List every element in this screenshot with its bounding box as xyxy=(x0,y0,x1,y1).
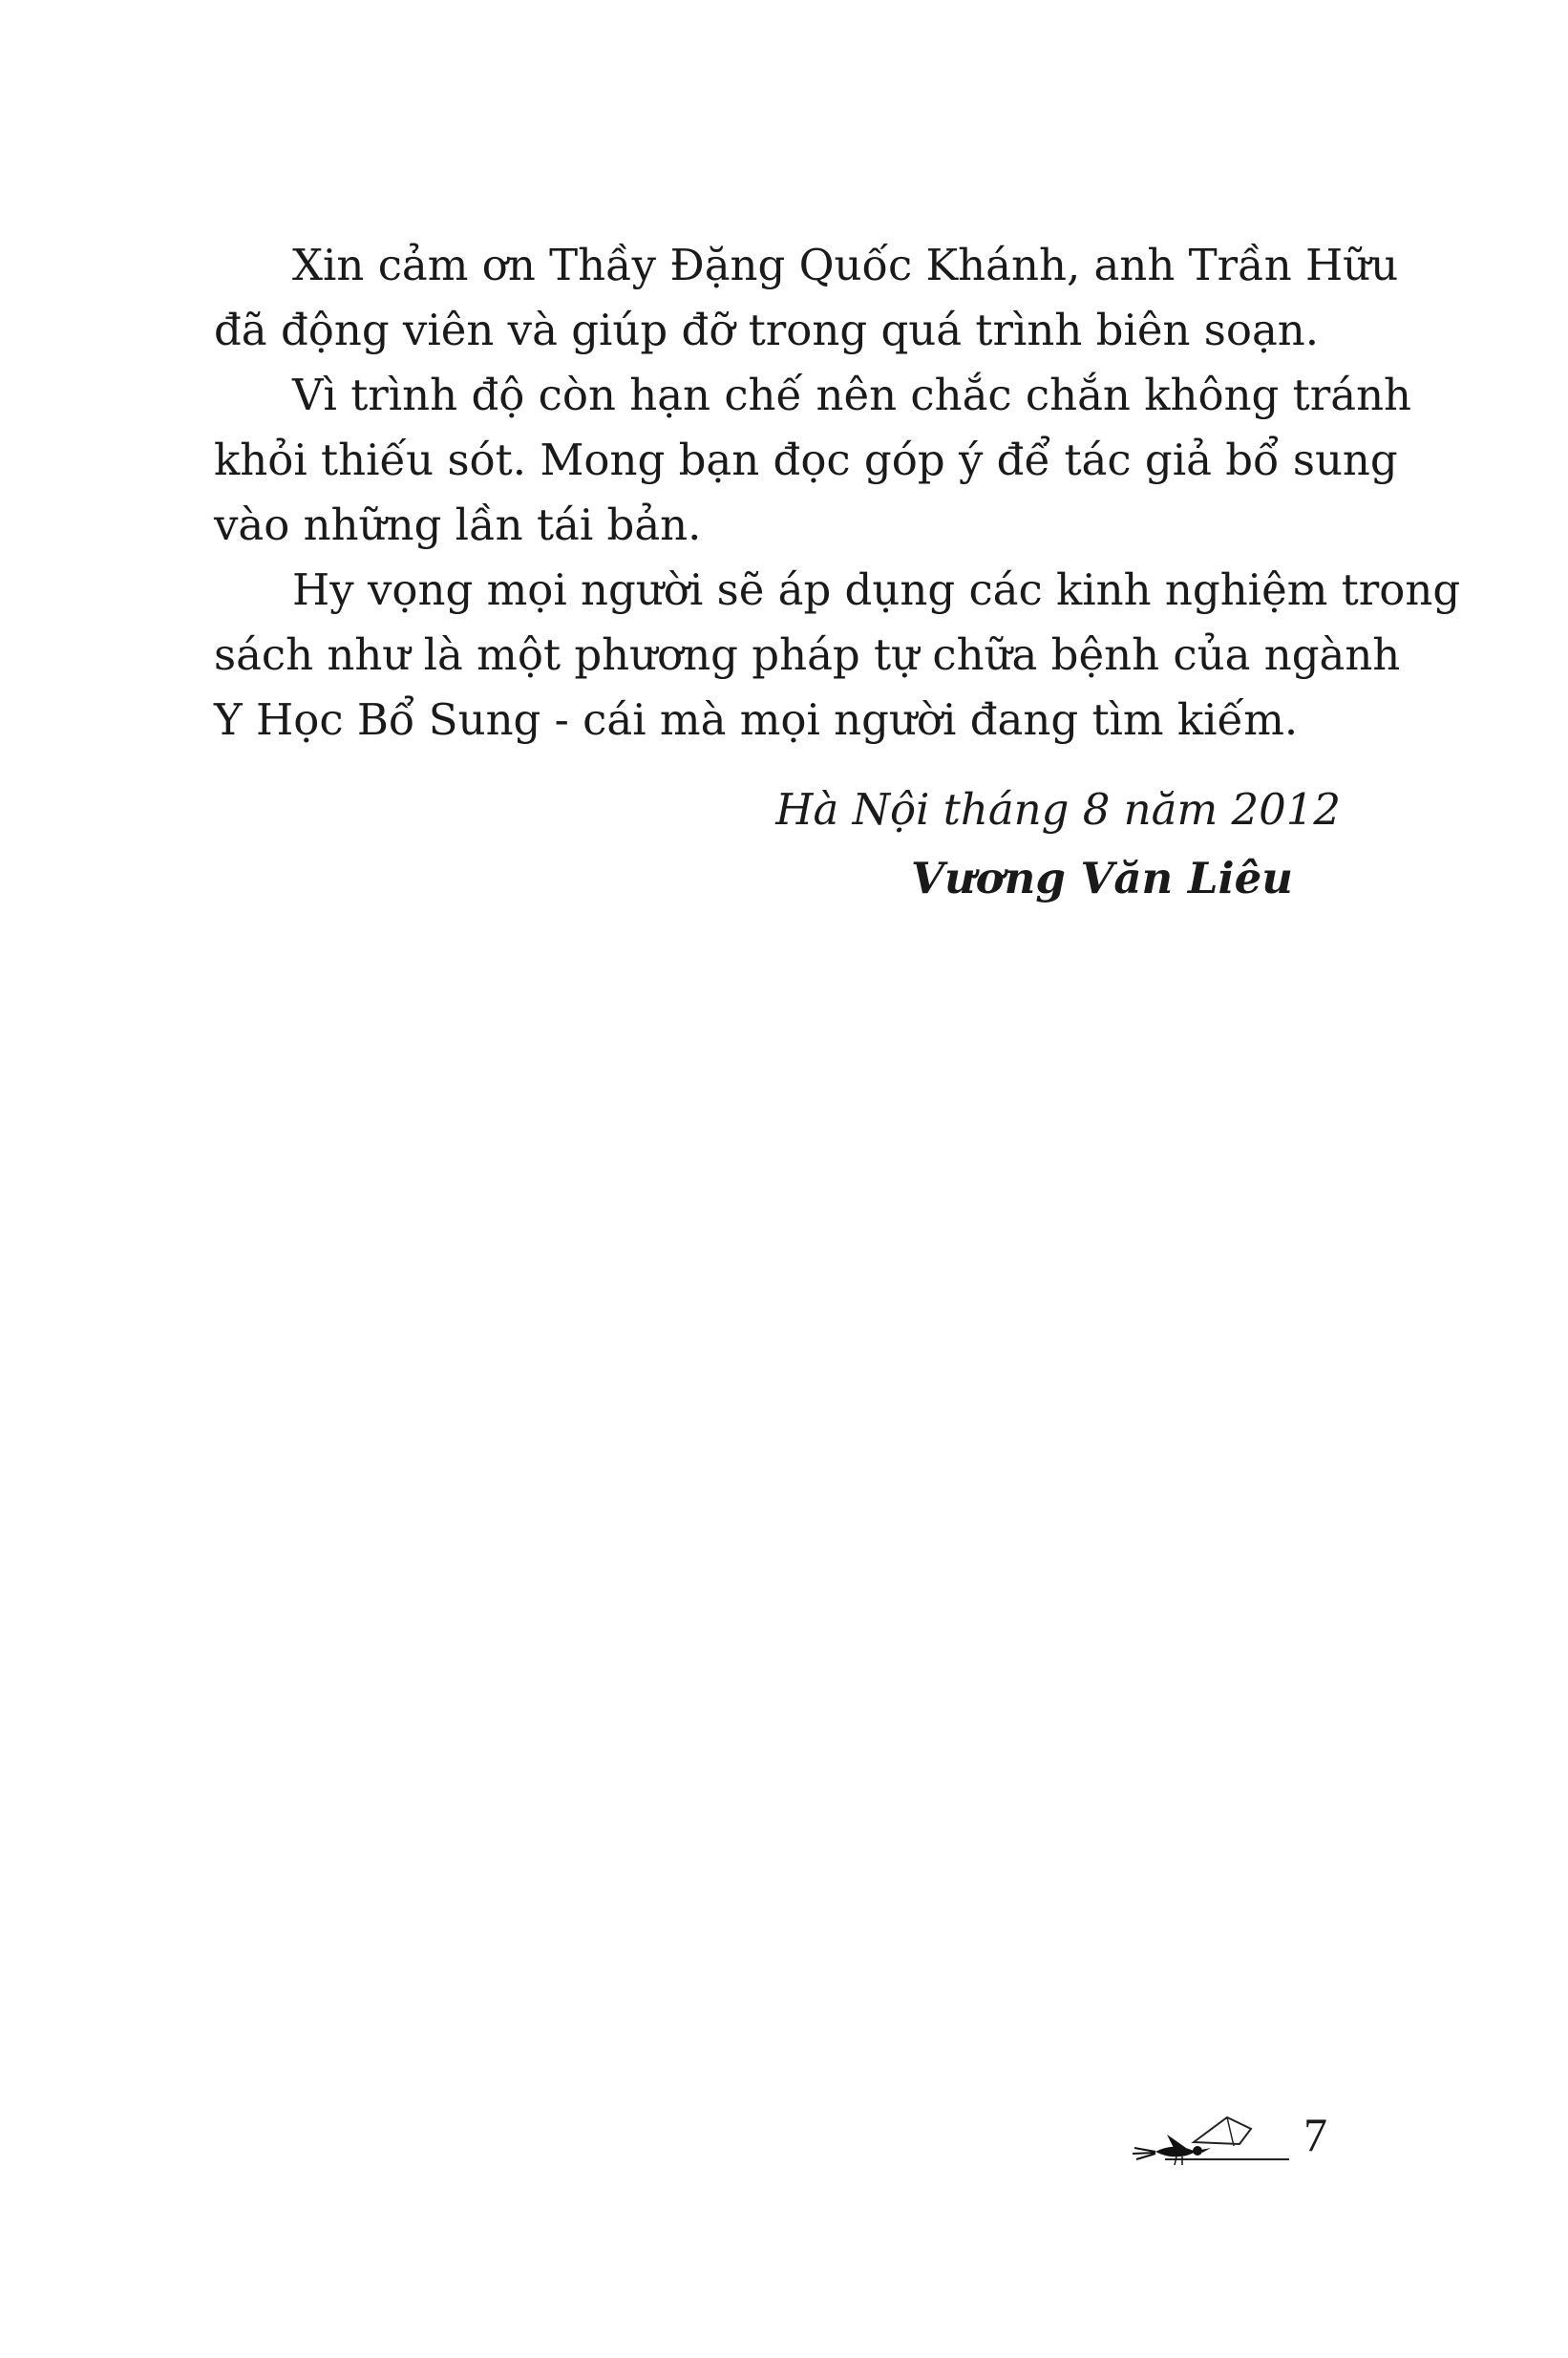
text-line: Vì trình độ còn hạn chế nên chắc chắn không tránh xyxy=(292,370,1412,420)
page-footer xyxy=(1127,2106,1356,2182)
text-line: vào những lần tái bản. xyxy=(214,499,702,550)
paragraph-acknowledgement xyxy=(214,233,1399,363)
signature-block xyxy=(775,775,1341,913)
signature-author: Vương Văn Liêu xyxy=(910,853,1293,903)
paragraph-limitations xyxy=(214,363,1412,558)
signature-date: Hà Nội tháng 8 năm 2012 xyxy=(775,784,1341,835)
text-line: đã động viên và giúp đỡ trong quá trình biên soạn. xyxy=(214,305,1320,355)
text-line: Y Học Bổ Sung - cái mà mọi người đang tìm kiếm. xyxy=(214,694,1299,745)
text-line: khỏi thiếu sót. Mong bạn đọc góp ý để tác giả bổ sung xyxy=(214,435,1398,485)
paragraph-hope xyxy=(214,558,1461,753)
page-number: 7 xyxy=(1303,2108,1327,2161)
bird-ornament-icon xyxy=(1127,2106,1289,2173)
text-line: Hy vọng mọi người sẽ áp dụng các kinh nghiệm trong xyxy=(292,564,1461,615)
text-line: Xin cảm ơn Thầy Đặng Quốc Khánh, anh Trần Hữu xyxy=(292,240,1399,290)
text-line: sách như là một phương pháp tự chữa bệnh của ngành xyxy=(214,629,1401,680)
preface-body xyxy=(214,233,1461,753)
